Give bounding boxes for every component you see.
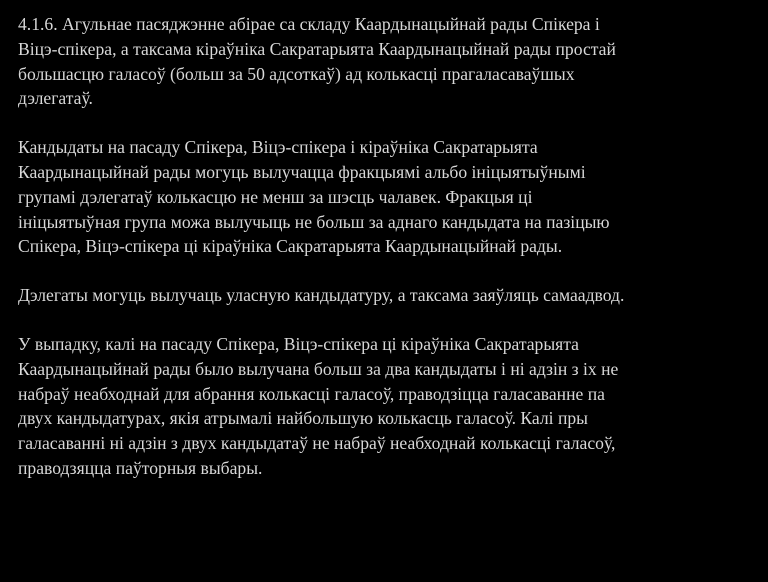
- text-line: праводзяцца паўторныя выбары.: [18, 457, 263, 478]
- text-line: ініцыятыўная група можа вылучыць не больш за аднаго кандыдата на пазіцыю: [18, 211, 610, 232]
- text-line: набраў неабходнай для абрання колькасці галасоў, праводзіцца галасаванне па: [18, 383, 605, 404]
- text-line: Каардынацыйнай рады могуць вылучацца фракцыямі альбо ініцыятыўнымі: [18, 161, 586, 182]
- paragraph-2: [18, 135, 766, 259]
- text-line: Спікера, Віцэ-спікера ці кіраўніка Сакратарыята Каардынацыйнай рады.: [18, 236, 563, 257]
- text-line: галасаванні ні адзін з двух кандыдатаў не набраў неабходнай колькасці галасоў,: [18, 433, 616, 454]
- document-page: [18, 12, 766, 505]
- text-line: Кандыдаты на пасаду Спікера, Віцэ-спікера і кіраўніка Сакратарыята: [18, 137, 538, 158]
- text-line: Каардынацыйнай рады было вылучана больш за два кандыдаты і ні адзін з іх не: [18, 358, 619, 379]
- text-line: У выпадку, калі на пасаду Спікера, Віцэ-спікера ці кіраўніка Сакратарыята: [18, 333, 579, 354]
- text-line: двух кандыдатурах, якія атрымалі найбольшую колькасць галасоў. Калі пры: [18, 408, 588, 429]
- text-line: большасцю галасоў (больш за 50 адсоткаў) ад колькасці прагаласаваўшых: [18, 63, 575, 84]
- paragraph-1: [18, 12, 766, 111]
- text-line: 4.1.6. Агульнае пасяджэнне абірае са складу Каардынацыйнай рады Спікера і: [18, 14, 600, 34]
- text-line: Дэлегаты могуць вылучаць уласную кандыдатуру, а таксама заяўляць самаадвод.: [18, 285, 625, 306]
- text-line: Віцэ-спікера, а таксама кіраўніка Сакратарыята Каардынацыйнай рады простай: [18, 38, 616, 59]
- paragraph-3: [18, 283, 766, 308]
- paragraph-4: [18, 332, 766, 481]
- text-line: групамі дэлегатаў колькасцю не менш за шэсць чалавек. Фракцыя ці: [18, 186, 533, 207]
- text-line: дэлегатаў.: [18, 88, 93, 109]
